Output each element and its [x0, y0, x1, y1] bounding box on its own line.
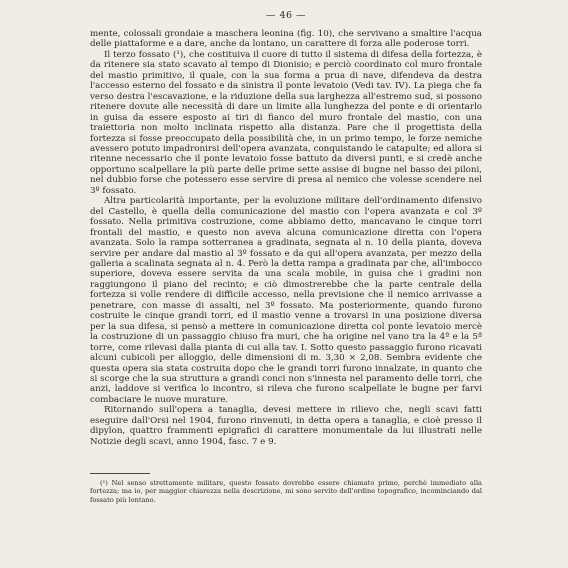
paragraph-3: Altra particolarità importante, per la evoluzione militare dell'ordinamento difensivo del Castello, è quella della comunicazione del mastio con l'opera avanzata e col 3º fossato. Nella primitiva costruzione, come abbiamo detto, mancavano le cinque torri frontali del mastio, e questo non aveva alcuna comunicazione diretta con l'opera avanzata. Solo la rampa sotterranea a gradinata, segnata al n. 10 della pianta, doveva servire per andare dal mastio al 3º fossato e da qui all'opera avanzata, per mezzo della galleria a scalinata segnata al n. 4. Però la detta rampa a gradinata par che, all'imbocco superiore, doveva essere servita da una scala mobile, in guisa che i gradini non raggiungono il piano del recinto; e ciò dimostrerebbe che la parte centrale della fortezza si volle rendere di difficile accesso, nella previsione che il nemico arrivasse a penetrare, con masse di assalti, nel 3º fossato. Ma posteriormente, quando furono costruite le cinque grandi torri, ed il mastio venne a trovarsi in una posizione diversa per la sua difesa, si pensò a mettere in comunicazione diretta col ponte levatoio mercè la costruzione di un passaggio chiuso fra muri, che ha origine nel vano tra la 4ª e la 5ª torre, come rilevasi dalla pianta di cui alla tav. I. Sotto questo passaggio furono ricavati alcuni cubicoli per alloggio, delle dimensioni di m. 3,30 × 2,08. Sembra evidente che questa opera sia stata costruita dopo che le grandi torri furono innalzate, in quanto che si scorge che la sua struttura a grandi conci non s'innesta nel paramento delle torri, che anzi, laddove si verifica lo incontro, si rileva che furono scalpellate le bugne per farvi combaciare le nuove murature.: [90, 196, 482, 405]
paragraph-4: Ritornando sull'opera a tanaglia, devesi mettere in rilievo che, negli scavi fatti eseguire dall'Orsi nel 1904, furono rinvenuti, in detta opera a tanaglia, e cioè presso il dipylon, quattro frammenti epigrafici di carattere monumentale da lui illustrati nelle Notizie degli scavi, anno 1904, fasc. 7 e 9.: [90, 405, 482, 447]
paragraph-1: mente, colossali grondaie a maschera leonina (fig. 10), che servivano a smaltire l'acqua delle piattaforme e a dare, anche da lontano, un carattere di forza alle poderose torri.: [90, 29, 482, 50]
page-number: — 46 —: [265, 10, 307, 21]
footnote-divider: [90, 473, 150, 474]
paragraph-2: Il terzo fossato (¹), che costituiva il cuore di tutto il sistema di difesa della fortezza, è da ritenere sia stato scavato al tempo di Dionisio; e perciò coordinato col muro frontale del mastio primitivo, il quale, con la sua forma a prua di nave, difendeva da destra l'accesso esterno del fossato e da sinistra il ponte levatoio (Vedi tav. IV). La piega che fa verso destra l'escavazione, e la riduzione della sua larghezza all'estremo sud, si possono ritenere dovute alle necessità di dare un limite alla lunghezza del ponte e di orientarlo in guisa da essere esposto ai tiri di fianco del muro frontale del mastio, con una traiettoria non molto inclinata rispetto alla distanza. Pare che il progettista della fortezza si fosse preoccupato della possibilità che, in un primo tempo, le forze nemiche avessero potuto impadronirsi dell'opera avanzata, conquistando le catapulte; ed allora si ritenne necessario che il ponte levatoio fosse battuto da diversi punti, e si credè anche opportuno scalpellare la più parte delle prime sette assise di bugne nel basso dei piloni, nel dubbio forse che potessero esse servire di presa al nemico che volesse scendere nel 3º fossato.: [90, 49, 482, 196]
footnote: (¹) Nel senso strettamente militare, questo fossato dovrebbe essere chiamato primo, perchè immediato alla fortezza; ma io, per maggior chiarezza nella descrizione, mi sono servito dell'ordine topografico, incominciando dal fossato più lontano.: [90, 479, 482, 504]
body-text: [90, 29, 482, 447]
